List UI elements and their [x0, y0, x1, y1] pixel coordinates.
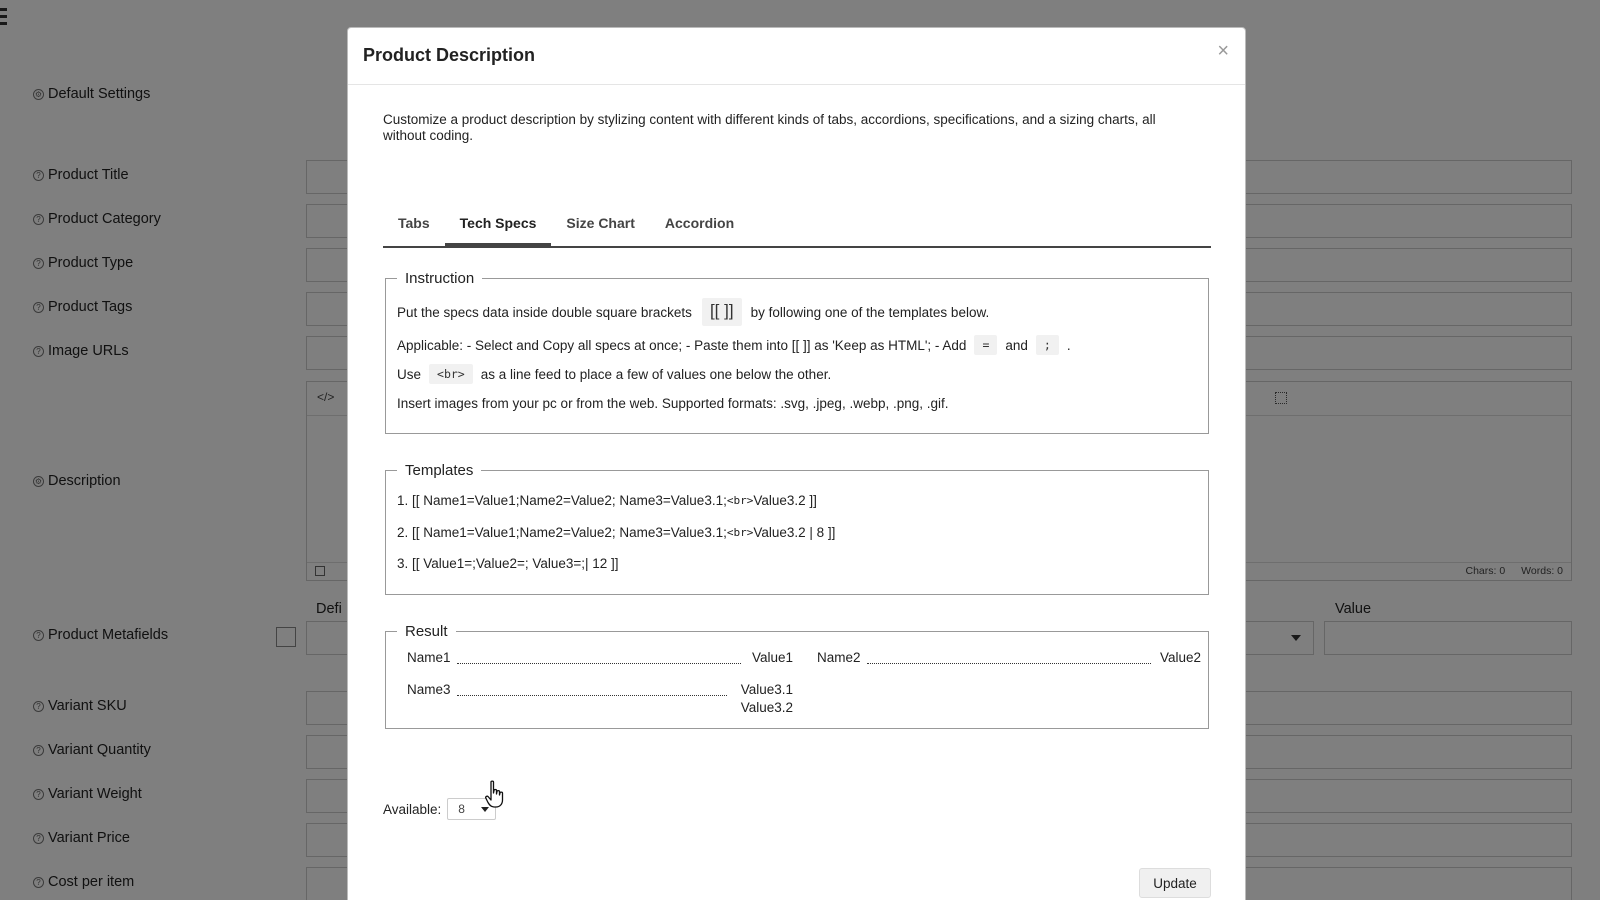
dot-leader — [457, 663, 741, 664]
result-name-1: Name1 — [407, 650, 451, 665]
instruction-line-3: Use <br> as a line feed to place a few of values one below the other. — [397, 364, 1197, 384]
tab-size-chart[interactable]: Size Chart — [566, 215, 635, 231]
brackets-code: [[ ]] — [702, 298, 742, 326]
result-legend: Result — [405, 623, 448, 640]
instruction-line-4: Insert images from your pc or from the web. Supported formats: .svg, .jpeg, .webp, .png, .gif. — [397, 396, 949, 411]
instruction-line-1: Put the specs data inside double square brackets [[ ]] by following one of the templates below. — [397, 298, 1197, 326]
tab-tabs[interactable]: Tabs — [398, 215, 430, 231]
modal-header — [348, 28, 1245, 85]
result-value-3-1: Value3.1 — [740, 682, 793, 697]
available-select[interactable]: 8 — [447, 798, 496, 820]
instruction-box — [385, 270, 1209, 434]
update-button[interactable]: Update — [1139, 868, 1211, 898]
equals-code: = — [974, 335, 997, 355]
dot-leader — [457, 695, 727, 696]
close-icon[interactable]: × — [1217, 40, 1229, 62]
result-box — [385, 623, 1209, 729]
available-control — [383, 798, 496, 820]
semicolon-code: ; — [1036, 335, 1059, 355]
tab-accordion[interactable]: Accordion — [664, 215, 735, 231]
template-2: 2. [[ Name1=Value1;Name2=Value2; Name3=Value3.1; <br> Value3.2 | 8 ]] — [397, 525, 836, 540]
template-1: 1. [[ Name1=Value1;Name2=Value2; Name3=Value3.1; <br> Value3.2 ]] — [397, 493, 817, 508]
hand-pointer-icon — [485, 780, 507, 810]
template-3: 3. [[ Value1=;Value2=; Value3=;| 12 ]] — [397, 556, 619, 571]
result-table — [397, 640, 1201, 726]
br-code: <br> — [429, 364, 473, 384]
result-value-3-2: Value3.2 — [740, 700, 793, 715]
result-name-2: Name2 — [817, 650, 861, 665]
templates-box — [385, 462, 1209, 595]
instruction-line-2: Applicable: - Select and Copy all specs at once; - Paste them into [[ ]] as 'Keep as HTML'; - Add = and ; . — [397, 335, 1197, 355]
result-name-3: Name3 — [407, 682, 451, 697]
available-label: Available: — [383, 801, 442, 817]
product-description-modal — [347, 27, 1246, 900]
tab-tech-specs[interactable]: Tech Specs — [445, 203, 552, 246]
modal-title: Product Description — [363, 45, 536, 65]
tab-bar — [383, 203, 1211, 248]
templates-legend: Templates — [405, 462, 474, 479]
dot-leader — [867, 663, 1151, 664]
intro-text: Customize a product description by stylizing content with different kinds of tabs, accordions, specifications, and a sizing charts, all without coding. — [383, 112, 1156, 143]
result-value-1: Value1 — [751, 650, 793, 665]
instruction-legend: Instruction — [405, 270, 475, 287]
result-value-2: Value2 — [1159, 650, 1201, 665]
